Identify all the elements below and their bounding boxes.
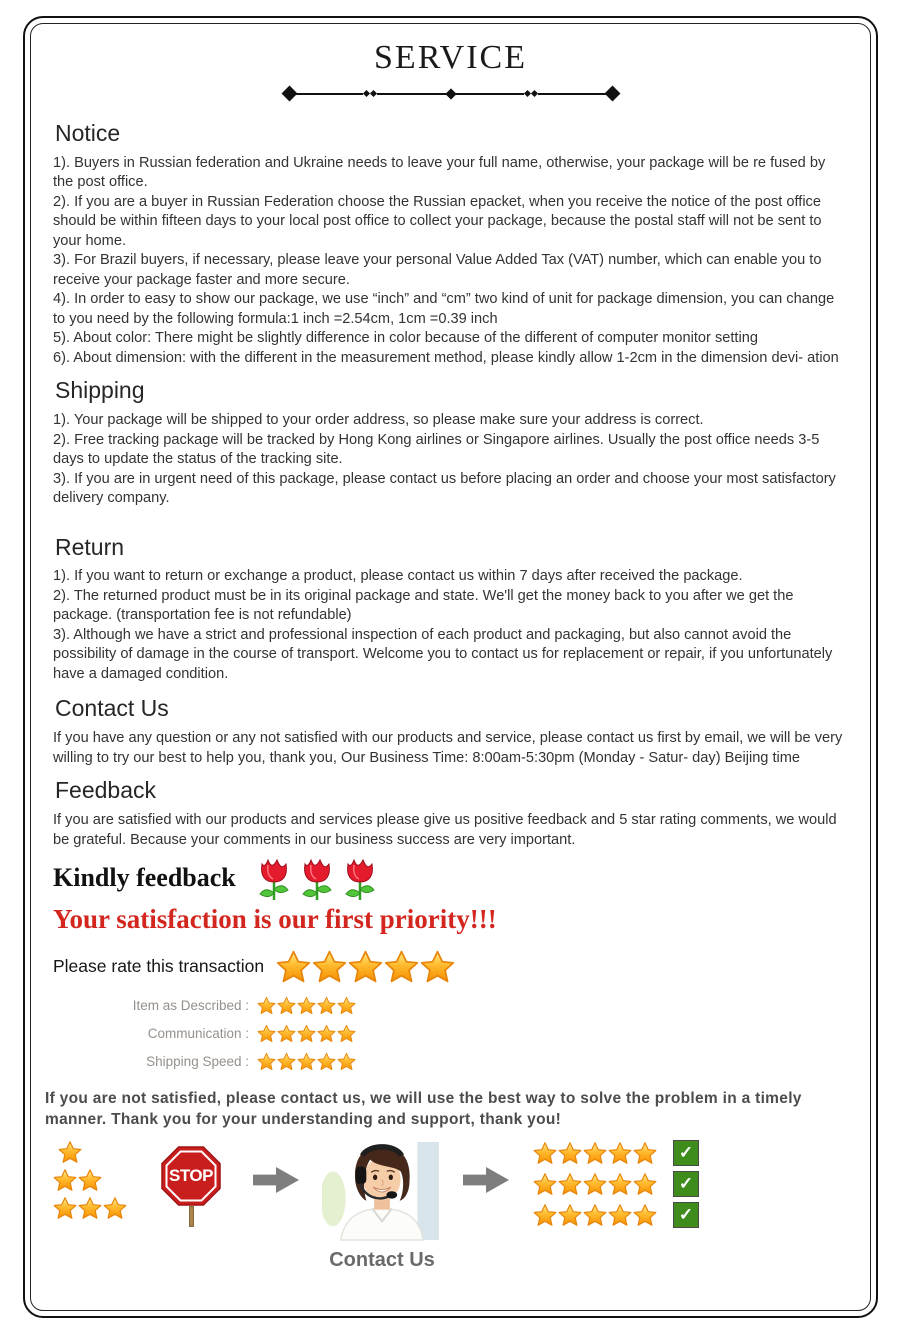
contact-heading: Contact Us [55, 695, 169, 722]
star-icon [58, 1140, 82, 1164]
satisfaction-text: Your satisfaction is our first priority!!! [53, 904, 497, 935]
rose-icon [342, 856, 378, 902]
shipping-item: 2). Free tracking package will be tracked by Hong Kong airlines or Singapore airlines. Usually the post office needs 3-5 days to update the status of the tracking site. [53, 431, 820, 468]
star-icon [297, 1052, 316, 1071]
diamond-icon [604, 86, 620, 102]
notice-item: 6). About dimension: with the different in the measurement method, please kindly allow 1-2cm in the dimension devi- ation [53, 349, 839, 366]
star-icon [257, 996, 276, 1015]
rating-label: Shipping Speed : [146, 1053, 249, 1069]
diamond-icon [281, 86, 297, 102]
notice-item: 1). Buyers in Russian federation and Ukraine needs to leave your full name, otherwise, your package will be re fused by the post office. [53, 154, 826, 191]
rose-icon [299, 856, 335, 902]
star-icon [608, 1203, 632, 1227]
rating-row-communication [53, 1020, 848, 1046]
star-icon [337, 1024, 356, 1043]
rating-stars [257, 1024, 356, 1043]
star-icon [257, 1052, 276, 1071]
arrow-right-icon [253, 1164, 299, 1196]
shipping-item: 3). If you are in urgent need of this package, please contact us before placing an order and choose your most satisfactory delivery company. [53, 470, 836, 507]
arrow-right-icon [463, 1164, 509, 1196]
checkmark-icon: ✓ [673, 1202, 699, 1228]
star-icon [78, 1168, 102, 1192]
return-item: 3). Although we have a strict and professional inspection of each product and packaging, but also cannot avoid the possibility of damage in the course of transport. Welcome you to contact us for replacement or repair, if you unfortunately have a damaged condition. [53, 626, 833, 682]
feedback-section [53, 776, 848, 850]
rose-icons [256, 856, 378, 902]
star-icon [384, 949, 419, 984]
star-icon [297, 1024, 316, 1043]
star-icon [317, 1052, 336, 1071]
star-icon [53, 1168, 77, 1192]
star-icon [312, 949, 347, 984]
rate-prompt-text: Please rate this transaction [53, 956, 265, 977]
return-section [53, 533, 848, 685]
star-icon [277, 996, 296, 1015]
star-row [53, 1196, 149, 1220]
stop-label: STOP [169, 1166, 213, 1186]
star-icon [583, 1203, 607, 1227]
feedback-heading: Feedback [55, 777, 157, 804]
star-icon [277, 1024, 296, 1043]
five-star-check-row [533, 1202, 699, 1228]
return-item: 1). If you want to return or exchange a product, please contact us within 7 days after received the package. [53, 568, 743, 585]
star-row [533, 1172, 657, 1196]
rating-stars [276, 949, 455, 984]
notice-heading: Notice [55, 119, 121, 146]
rate-transaction-row [53, 949, 848, 984]
star-icon [78, 1196, 102, 1220]
kindly-feedback-text: Kindly feedback [53, 863, 236, 893]
star-icon [337, 1052, 356, 1071]
checkmark-icon: ✓ [673, 1140, 699, 1166]
star-icon [533, 1141, 557, 1165]
five-star-check-rows [533, 1140, 699, 1228]
notice-item: 3). For Brazil buyers, if necessary, please leave your personal Value Added Tax (VAT) number, which can enable you to receive your package faster and more secure. [53, 252, 822, 288]
star-icon [53, 1196, 77, 1220]
rating-row-shipping-speed [53, 1048, 848, 1074]
star-icon [276, 949, 311, 984]
return-item: 2). The returned product must be in its original package and state. We'll get the money back to you after we get the package. (transportation fee is not refundable) [53, 587, 794, 624]
star-icon [633, 1172, 657, 1196]
notice-item: 4). In order to easy to show our package, we use “inch” and “cm” two kind of unit for package dimension, you can change to you need by the following formula:1 inch =2.54cm, 1cm =0.39 inch [53, 291, 835, 327]
star-icon [533, 1172, 557, 1196]
star-icon [633, 1141, 657, 1165]
star-icon [420, 949, 455, 984]
stop-sign-icon [161, 1146, 221, 1227]
page-border-outer [23, 16, 878, 1318]
star-icon [608, 1172, 632, 1196]
rating-row-item-as-described [53, 992, 848, 1018]
shipping-heading: Shipping [55, 377, 145, 404]
decorative-divider-icon [285, 88, 617, 100]
rating-stars [257, 996, 356, 1015]
star-icon [337, 996, 356, 1015]
rose-icon [256, 856, 292, 902]
closing-text: If you are not satisfied, please contact us, we will use the best way to solve the problem in a timely manner. Thank you for your understanding and support, thank you! [45, 1090, 802, 1129]
rating-rows [53, 992, 848, 1074]
star-icon [583, 1172, 607, 1196]
rating-label: Communication : [147, 1025, 249, 1041]
star-row [53, 1168, 149, 1192]
star-icon [608, 1141, 632, 1165]
star-icon [297, 996, 316, 1015]
star-icon [558, 1172, 582, 1196]
return-heading: Return [55, 533, 125, 560]
five-star-check-row [533, 1140, 699, 1166]
notice-section [53, 119, 848, 368]
star-icon [103, 1196, 127, 1220]
star-icon [257, 1024, 276, 1043]
star-row [533, 1203, 657, 1227]
contact-section [53, 694, 848, 768]
star-icon [583, 1141, 607, 1165]
contact-body: If you have any question or any not satisfied with our products and service, please contact us first by email, we will be very willing to try our best to help you, thank you, Our Business Time: 8:00am-5:30pm (Monday - Satur- day) Beijing time [53, 730, 843, 766]
feedback-body: If you are satisfied with our products and services please give us positive feedback and 5 star rating comments, we would be grateful. Because your comments in our business success are very important. [53, 812, 837, 848]
star-icon [558, 1141, 582, 1165]
shipping-item: 1). Your package will be shipped to your order address, so please make sure your address is correct. [53, 412, 704, 429]
notice-item: 2). If you are a buyer in Russian Federation choose the Russian epacket, when you receive the notice of the post office should be within fifteen days to your local post office to collect your package, because the postal staff will not be sent to your home. [53, 193, 822, 249]
star-icon [558, 1203, 582, 1227]
rating-stars [257, 1052, 356, 1071]
customer-service-agent-image [321, 1140, 443, 1272]
star-icon [317, 996, 336, 1015]
notice-item: 5). About color: There might be slightly difference in color because of the different of computer monitor setting [53, 330, 758, 347]
diamond-icon [445, 88, 456, 99]
star-icon [348, 949, 383, 984]
checkmark-icon: ✓ [673, 1171, 699, 1197]
agent-caption: Contact Us [329, 1249, 435, 1272]
bottom-graphics-row [53, 1140, 848, 1272]
star-icon [533, 1203, 557, 1227]
star-icon [317, 1024, 336, 1043]
five-star-check-row [533, 1171, 699, 1197]
kindly-feedback-row [53, 856, 848, 904]
rating-label: Item as Described : [132, 997, 249, 1013]
star-icon [633, 1203, 657, 1227]
page-border-inner [30, 23, 871, 1311]
stop-sign-post [189, 1206, 194, 1227]
shipping-section [53, 376, 848, 508]
star-pyramid [53, 1140, 149, 1220]
star-row [58, 1140, 149, 1164]
star-row [533, 1141, 657, 1165]
star-icon [277, 1052, 296, 1071]
page-title: SERVICE [374, 39, 527, 76]
